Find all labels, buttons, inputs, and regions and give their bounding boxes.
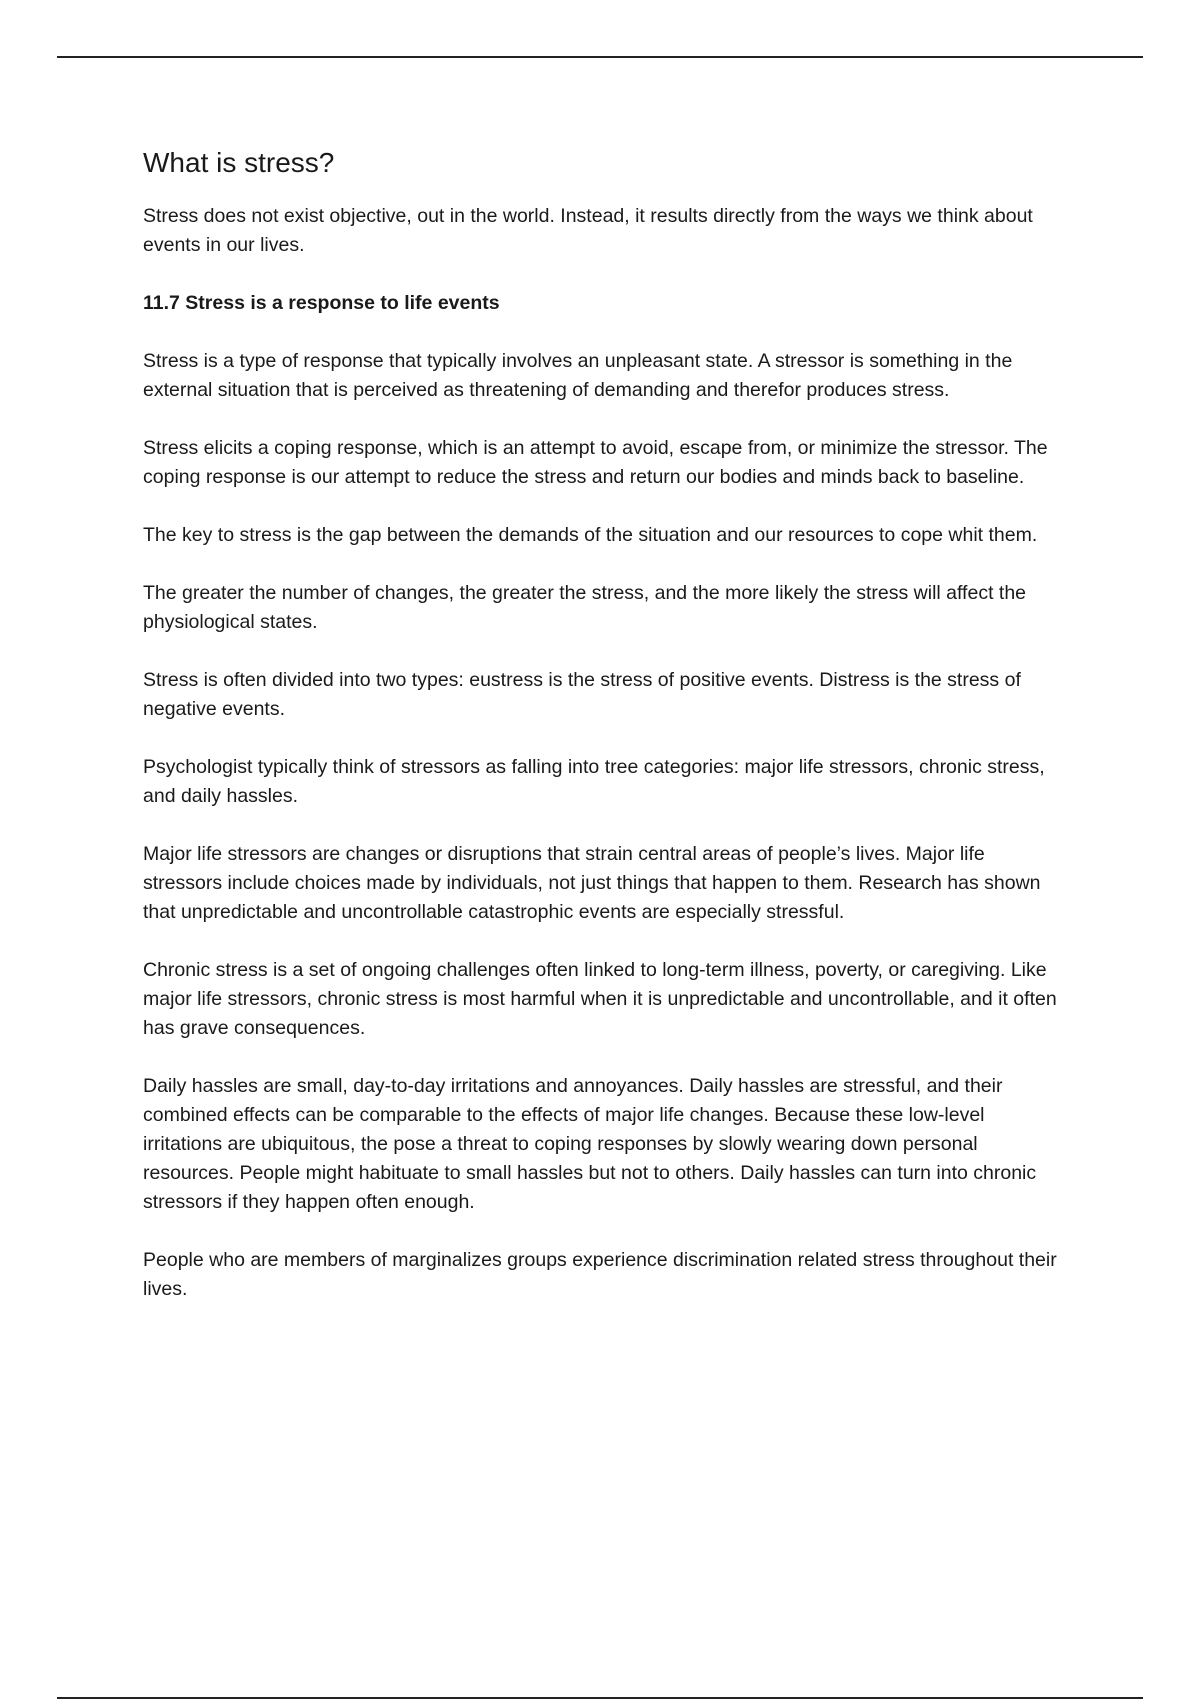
paragraph: Stress elicits a coping response, which is an attempt to avoid, escape from, or minimize the stressor. The coping response is our attempt to reduce the stress and return our bodies and minds back to baseline. [143,437,1048,488]
paragraph: Chronic stress is a set of ongoing challenges often linked to long-term illness, poverty, or caregiving. Like major life stressors, chronic stress is most harmful when it is unpredictable and uncontrollable, and it often has grave consequences. [143,959,1057,1039]
paragraph: Daily hassles are small, day-to-day irritations and annoyances. Daily hassles are stressful, and their combined effects can be comparable to the effects of major life changes. Because these low-level irritations are ubiquitous, the pose a threat to coping responses by slowly wearing down personal resources. People might habituate to small hassles but not to others. Daily hassles can turn into chronic stressors if they happen often enough. [143,1075,1037,1213]
header-rule [57,56,1143,58]
intro-paragraph: Stress does not exist objective, out in the world. Instead, it results directly from the ways we think about events in our lives. [143,205,1033,256]
paragraph: The key to stress is the gap between the demands of the situation and our resources to cope whit them. [143,524,1038,546]
paragraph: People who are members of marginalizes groups experience discrimination related stress throughout their lives. [143,1249,1057,1300]
paragraph: Stress is often divided into two types: eustress is the stress of positive events. Distress is the stress of negative events. [143,669,1021,720]
paragraph: Stress is a type of response that typically involves an unpleasant state. A stressor is something in the external situation that is perceived as threatening of demanding and therefor produces stress. [143,350,1013,401]
page-title: What is stress? [143,147,335,178]
document-body [143,146,1063,1333]
footer-rule [57,1697,1143,1699]
paragraph: Major life stressors are changes or disruptions that strain central areas of people’s lives. Major life stressors include choices made by individuals, not just things that happen to them. Research has shown that unpredictable and uncontrollable catastrophic events are especially stressful. [143,843,1041,923]
paragraph: Psychologist typically think of stressors as falling into tree categories: major life stressors, chronic stress, and daily hassles. [143,756,1045,807]
paragraph: The greater the number of changes, the greater the stress, and the more likely the stress will affect the physiological states. [143,582,1027,633]
section-heading: 11.7 Stress is a response to life events [143,292,500,314]
